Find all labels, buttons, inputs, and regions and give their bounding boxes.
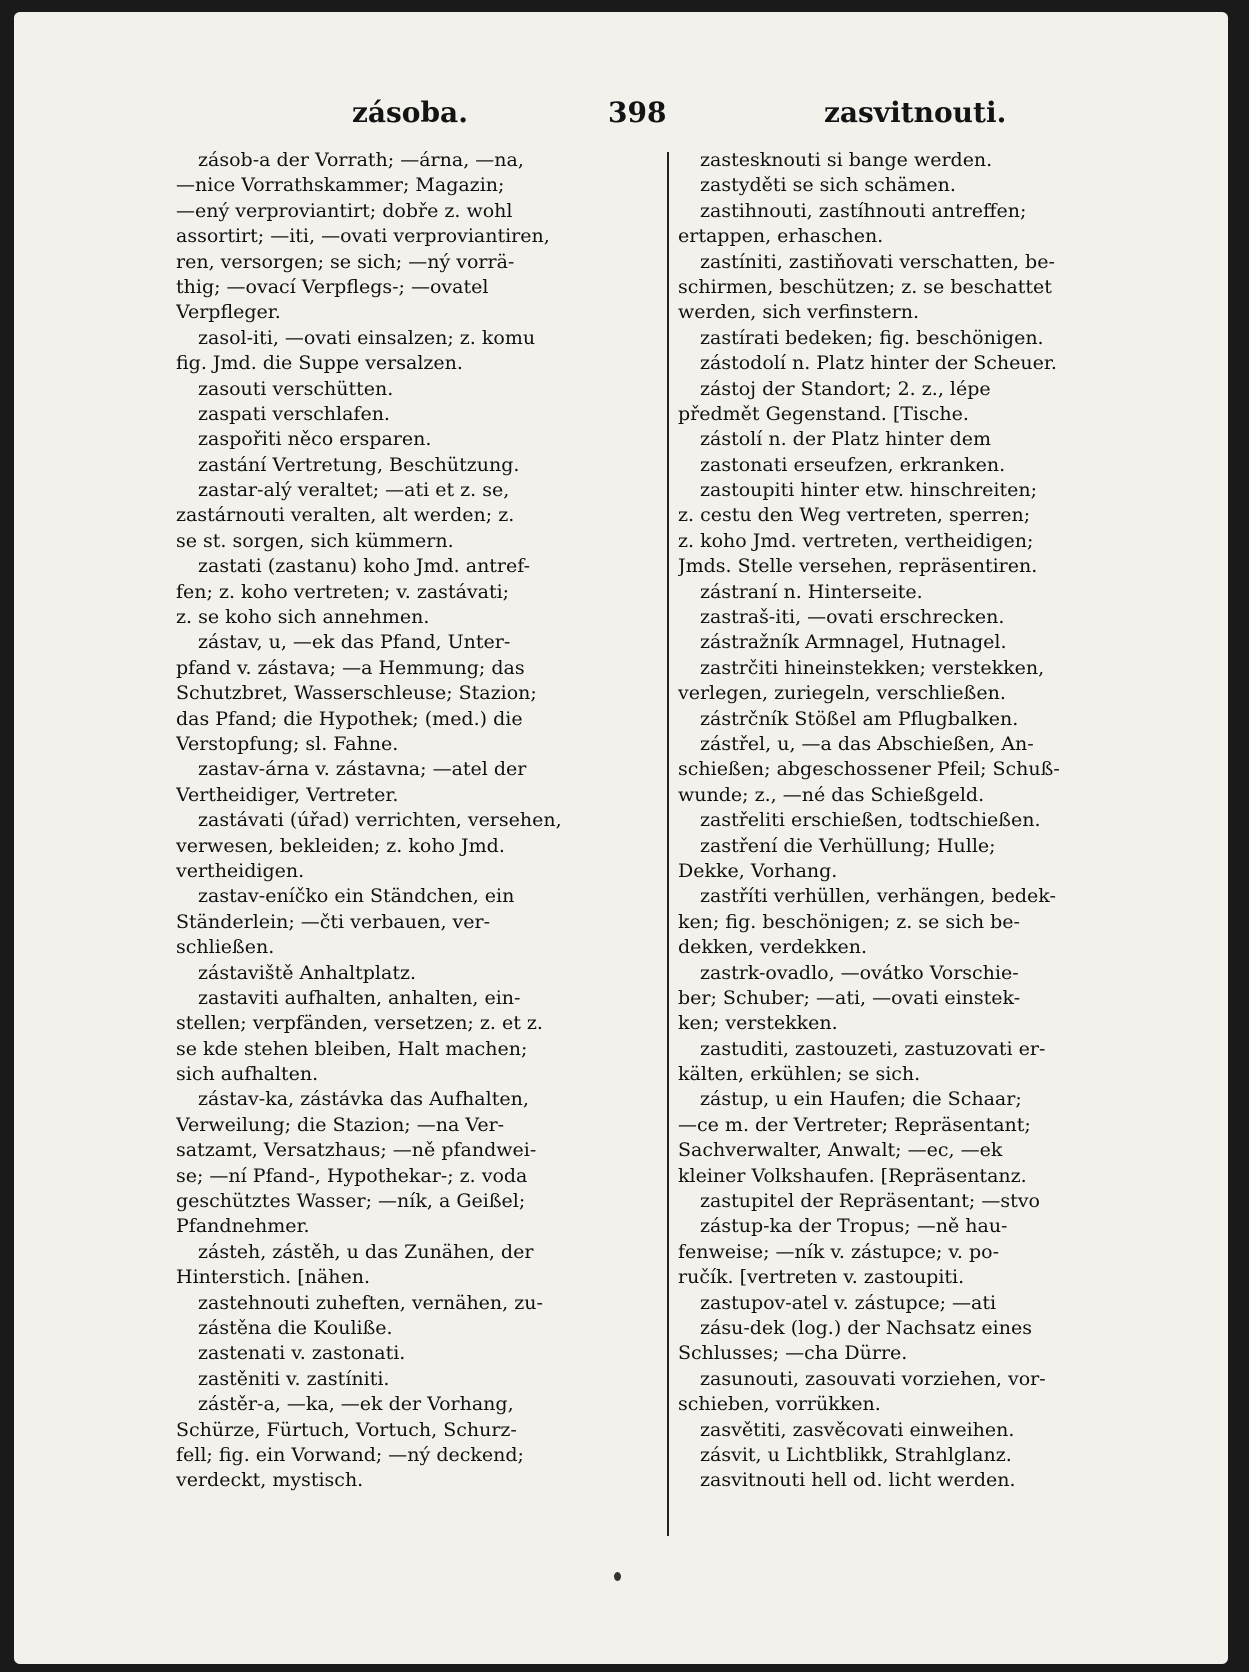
entry-line: schließen. — [176, 936, 275, 959]
entry-line: se kde stehen bleiben, Halt machen; — [176, 1037, 528, 1060]
entry-line: sich aufhalten. — [176, 1063, 319, 1086]
entry-line: zasol-iti, —ovati einsalzen; z. komu — [198, 326, 536, 349]
entry-line: zastraš-iti, —ovati erschrecken. — [700, 606, 1005, 629]
entry-line: zastávati (úřad) verrichten, versehen, — [198, 809, 562, 832]
entry-line: zasouti verschütten. — [198, 377, 394, 400]
entry-line: zastonati erseufzen, erkranken. — [700, 453, 1006, 476]
entry-line: das Pfand; die Hypothek; (med.) die — [176, 707, 523, 730]
entry-line: Verstopfung; sl. Fahne. — [176, 732, 399, 755]
page-header — [14, 96, 1228, 140]
entry-line: zastěniti v. zastíniti. — [198, 1367, 390, 1390]
entry-line: zastření die Verhüllung; Hulle; — [700, 834, 996, 857]
entry-line: zastoupiti hinter etw. hinschreiten; — [700, 479, 1038, 502]
entry-line: zástřel, u, —a das Abschießen, An- — [700, 732, 1034, 755]
entry-line: zasvětiti, zasvěcovati einweihen. — [700, 1418, 1015, 1441]
entry-line: zásteh, zástěh, u das Zunähen, der — [198, 1240, 534, 1263]
entry-line: zastati (zastanu) koho Jmd. antref- — [198, 555, 531, 578]
entry-line: assortirt; —iti, —ovati verproviantiren, — [176, 225, 550, 248]
entry-line: verlegen, zuriegeln, verschließen. — [678, 682, 1006, 705]
entry-line: z. cestu den Weg vertreten, sperren; — [678, 504, 1031, 527]
entry-line: zástěna die Kouliße. — [198, 1316, 393, 1339]
entry-line: Schlusses; —cha Dürre. — [678, 1342, 908, 1365]
entry-line: Jmds. Stelle versehen, repräsentiren. — [678, 555, 1038, 578]
entry-line: Vertheidiger, Vertreter. — [176, 783, 399, 806]
entry-line: Dekke, Vorhang. — [678, 859, 838, 882]
entry-line: zastrk-ovadlo, —ovátko Vorschie- — [700, 961, 1019, 984]
entry-line: schießen; abgeschossener Pfeil; Schuß- — [678, 758, 1060, 781]
ink-dot — [614, 1572, 621, 1581]
entry-line: schieben, vorrükken. — [678, 1393, 881, 1416]
entry-line: verdeckt, mystisch. — [176, 1469, 364, 1492]
entry-line: zaspati verschlafen. — [198, 402, 390, 425]
entry-line: zásu-dek (log.) der Nachsatz eines — [700, 1316, 1032, 1339]
entry-line: vertheidigen. — [176, 859, 305, 882]
entry-line: zastupitel der Repräsentant; —stvo — [700, 1190, 1040, 1213]
dictionary-page — [14, 12, 1228, 1664]
entry-line: ken; verstekken. — [678, 1012, 838, 1035]
entry-line: ber; Schuber; —ati, —ovati einstek- — [678, 986, 1021, 1009]
entry-line: zastehnouti zuheften, vernähen, zu- — [198, 1291, 543, 1314]
entry-line: Hinterstich. [nähen. — [176, 1266, 370, 1289]
entry-line: kleiner Volkshaufen. [Repräsentanz. — [678, 1164, 1027, 1187]
entry-line: se; —ní Pfand-, Hypothekar-; z. voda — [176, 1164, 528, 1187]
entry-line: werden, sich verfinstern. — [678, 301, 920, 324]
entry-line: zastenati v. zastonati. — [198, 1342, 406, 1365]
entry-line: zástaviště Anhaltplatz. — [198, 961, 417, 984]
entry-line: z. koho Jmd. vertreten, vertheidigen; — [678, 529, 1034, 552]
page-number: 398 — [608, 96, 667, 129]
entry-line: zaspořiti něco ersparen. — [198, 428, 432, 451]
entry-line: stellen; verpfänden, versetzen; z. et z. — [176, 1012, 543, 1035]
entry-line: zástup-ka der Tropus; —ně hau- — [700, 1215, 1008, 1238]
entry-line: zástraní n. Hinterseite. — [700, 580, 923, 603]
entry-line: zastav-eníčko ein Ständchen, ein — [198, 885, 515, 908]
left-column — [176, 148, 646, 1494]
entry-line: zástav, u, —ek das Pfand, Unter- — [198, 631, 511, 654]
column-divider — [667, 152, 669, 1536]
entry-line: zasvitnouti hell od. licht werden. — [700, 1469, 1016, 1492]
entry-line: verwesen, bekleiden; z. koho Jmd. — [176, 834, 505, 857]
entry-line: zastupov-atel v. zástupce; —ati — [700, 1291, 997, 1314]
entry-line: zastaviti aufhalten, anhalten, ein- — [198, 986, 521, 1009]
entry-line: wunde; z., —né das Schießgeld. — [678, 783, 985, 806]
entry-line: zástoj der Standort; 2. z., lépe — [700, 377, 991, 400]
entry-line: ručík. [vertreten v. zastoupiti. — [678, 1266, 965, 1289]
right-column — [678, 148, 1150, 1494]
entry-line: zástražník Armnagel, Hutnagel. — [700, 631, 1007, 654]
entry-line: —ce m. der Vertreter; Repräsentant; — [678, 1113, 1031, 1136]
entry-line: fenweise; —ník v. zástupce; v. po- — [678, 1240, 999, 1263]
entry-line: zasunouti, zasouvati vorziehen, vor- — [700, 1367, 1046, 1390]
entry-line: fell; fig. ein Vorwand; —ný deckend; — [176, 1443, 524, 1466]
entry-line: Sachverwalter, Anwalt; —ec, —ek — [678, 1139, 1003, 1162]
entry-line: zastav-árna v. zástavna; —atel der — [198, 758, 527, 781]
entry-line: schirmen, beschützen; z. se beschattet — [678, 275, 1052, 298]
entry-line: Ständerlein; —čti verbauen, ver- — [176, 910, 491, 933]
entry-line: zastání Vertretung, Beschützung. — [198, 453, 520, 476]
entry-line: z. se koho sich annehmen. — [176, 606, 430, 629]
entry-line: ren, versorgen; se sich; —ný vorrä- — [176, 250, 515, 273]
entry-line: fig. Jmd. die Suppe versalzen. — [176, 352, 463, 375]
entry-line: zastesknouti si bange werden. — [700, 149, 993, 171]
entry-line: ken; fig. beschönigen; z. se sich be- — [678, 910, 1020, 933]
entry-line: kälten, erkühlen; se sich. — [678, 1063, 921, 1086]
entry-line: zástodolí n. Platz hinter der Scheuer. — [700, 352, 1057, 375]
entry-line: dekken, verdekken. — [678, 936, 868, 959]
entry-line: zastíniti, zastiňovati verschatten, be- — [700, 250, 1055, 273]
entry-line: zástěr-a, —ka, —ek der Vorhang, — [198, 1393, 514, 1416]
entry-line: Schutzbret, Wasserschleuse; Stazion; — [176, 682, 537, 705]
entry-line: ertappen, erhaschen. — [678, 225, 884, 248]
entry-line: Verpfleger. — [176, 301, 281, 324]
entry-line: zástup, u ein Haufen; die Schaar; — [700, 1088, 1022, 1111]
entry-line: zástav-ka, zástávka das Aufhalten, — [198, 1088, 529, 1111]
entry-line: předmět Gegenstand. [Tische. — [678, 402, 969, 425]
entry-line: zástolí n. der Platz hinter dem — [700, 428, 992, 451]
entry-line: zastřeliti erschießen, todtschießen. — [700, 809, 1041, 832]
entry-line: zastírati bedeken; fig. beschönigen. — [700, 326, 1044, 349]
entry-line: Pfandnehmer. — [176, 1215, 310, 1238]
entry-line: zastuditi, zastouzeti, zastuzovati er- — [700, 1037, 1046, 1060]
entry-line: zastárnouti veralten, alt werden; z. — [176, 504, 515, 527]
entry-line: zastyděti se sich schämen. — [700, 174, 956, 197]
header-last-entry: zasvitnouti. — [824, 96, 1007, 129]
entry-line: geschütztes Wasser; —ník, a Geißel; — [176, 1190, 526, 1213]
entry-line: zastrčiti hineinstekken; verstekken, — [700, 656, 1045, 679]
entry-line: pfand v. zástava; —a Hemmung; das — [176, 656, 525, 679]
entry-line: Verweilung; die Stazion; —na Ver- — [176, 1113, 505, 1136]
entry-line: zásob-a der Vorrath; —árna, —na, — [198, 149, 524, 171]
entry-line: se st. sorgen, sich kümmern. — [176, 529, 454, 552]
entry-line: zásvit, u Lichtblikk, Strahlglanz. — [700, 1443, 1012, 1466]
entry-line: zastihnouti, zastíhnouti antreffen; — [700, 199, 1027, 222]
entry-line: satzamt, Versatzhaus; —ně pfandwei- — [176, 1139, 537, 1162]
entry-line: zastříti verhüllen, verhängen, bedek- — [700, 885, 1056, 908]
entry-line: —ený verproviantirt; dobře z. wohl — [176, 199, 513, 222]
header-first-entry: zásoba. — [352, 96, 468, 129]
entry-line: zastar-alý veraltet; —ati et z. se, — [198, 479, 510, 502]
entry-line: Schürze, Fürtuch, Vortuch, Schurz- — [176, 1418, 517, 1441]
entry-line: fen; z. koho vertreten; v. zastávati; — [176, 580, 510, 603]
entry-line: zástrčník Stößel am Pflugbalken. — [700, 707, 1019, 730]
entry-line: thig; —ovací Verpflegs-; —ovatel — [176, 275, 489, 298]
entry-line: —nice Vorrathskammer; Magazin; — [176, 174, 505, 197]
